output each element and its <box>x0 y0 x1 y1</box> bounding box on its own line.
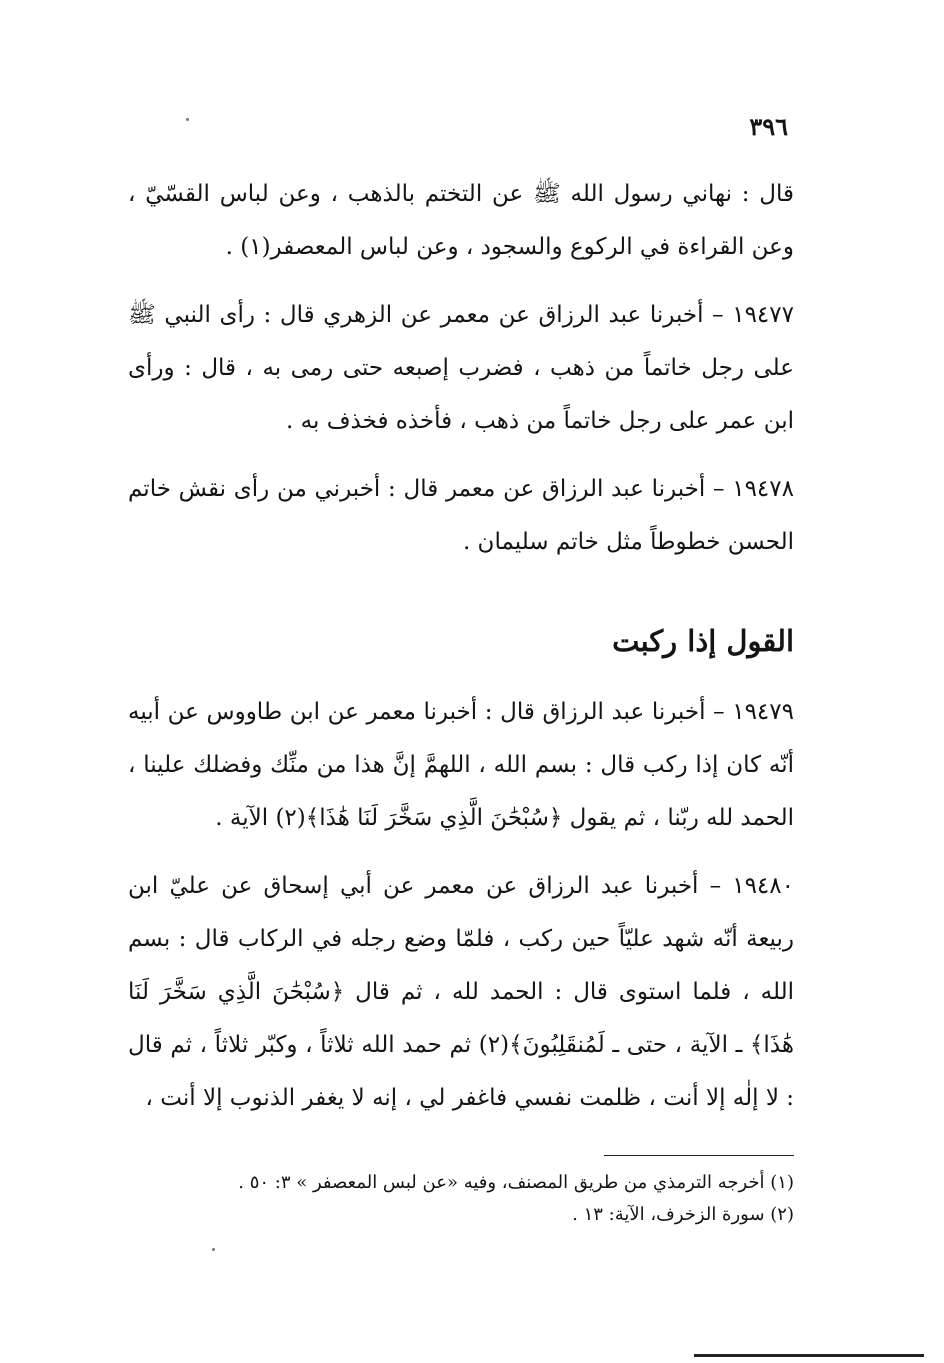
footnote-1: (١) أخرجه الترمذي من طريق المصنف، وفيه «عن لبس المعصفر » ٣: ٥٠ . <box>238 1172 794 1193</box>
section-heading: القول إذا ركبت <box>612 624 794 658</box>
scan-speck <box>186 118 189 121</box>
hadith-19477: ١٩٤٧٧ – أخبرنا عبد الرزاق عن معمر عن الزهري قال : رأى النبي ﷺ على رجل خاتماً من ذهب ، فضرب إصبعه حتى رمى به ، قال : ورأى ابن عمر على رجل خاتماً من ذهب ، فأخذه فخذف به . <box>128 302 794 434</box>
hadith-19479: ١٩٤٧٩ – أخبرنا عبد الرزاق قال : أخبرنا معمر عن ابن طاووس عن أبيه أنّه كان إذا ركب قال : بسم الله ، اللهمَّ إنَّ هذا من منِّك وفضلك علينا ، الحمد لله ربّنا ، ثم يقول ﴿سُبْحَٰنَ الَّذِي سَخَّرَ لَنَا هَٰذَا﴾(٢) الآية . <box>128 699 794 831</box>
hadith-19480: ١٩٤٨٠ – أخبرنا عبد الرزاق عن معمر عن أبي إسحاق عن عليّ ابن ربيعة أنّه شهد عليّاً حين ركب ، فلمّا وضع رجله في الركاب قال : بسم الله ، فلما استوى قال : الحمد لله ، ثم قال ﴿سُبْحَٰنَ الَّذِي سَخَّرَ لَنَا هَٰذَا﴾ ـ الآية ، حتى ـ لَمُنقَلِبُونَ﴾(٢) ثم حمد الله ثلاثاً ، وكبّر ثلاثاً ، ثم قال : لا إلٰه إلا أنت ، ظلمت نفسي فاغفر لي ، إنه لا يغفر الذنوب إلا أنت ، <box>128 873 794 1111</box>
main-text <box>128 168 794 1125</box>
footnote-divider <box>604 1155 794 1156</box>
hadith-19478: ١٩٤٧٨ – أخبرنا عبد الرزاق عن معمر قال : أخبرني من رأى نقش خاتم الحسن خطوطاً مثل خاتم سليمان . <box>128 476 794 555</box>
scan-speck <box>212 1248 215 1251</box>
footnote-2: (٢) سورة الزخرف، الآية: ١٣ . <box>572 1204 794 1225</box>
footnotes <box>128 1167 794 1231</box>
paragraph-continued: قال : نهاني رسول الله ﷺ عن التختم بالذهب ، وعن لباس القسّيّ ، وعن القراءة في الركوع والسجود ، وعن لباس المعصفر(١) . <box>128 181 794 260</box>
page-edge-line <box>694 1354 924 1357</box>
page-number: ٣٩٦ <box>749 112 788 141</box>
